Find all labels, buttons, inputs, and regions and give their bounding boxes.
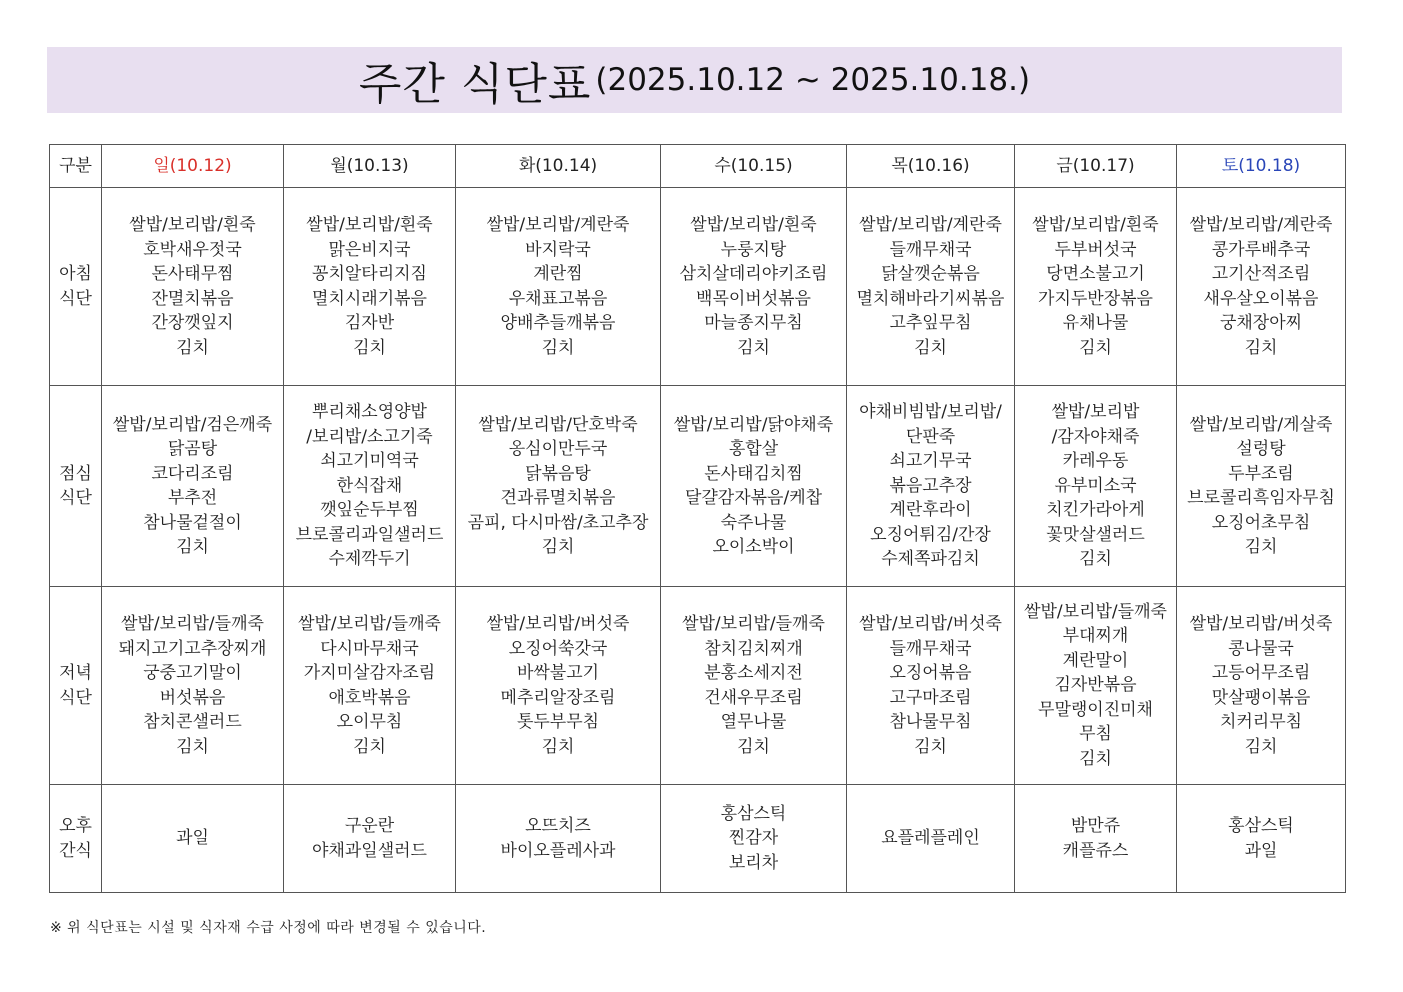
menu-item: 쌀밥/보리밥/흰죽 xyxy=(690,215,817,235)
menu-item: 한식잡채 xyxy=(336,475,403,496)
meal-label xyxy=(50,785,102,893)
menu-item: 누룽지탕 xyxy=(720,239,787,260)
day-header-wed: 수(10.15) xyxy=(661,145,847,188)
menu-item: 열무나물 xyxy=(720,712,787,732)
menu-item: 김치 xyxy=(1079,748,1112,769)
meal-row-snack xyxy=(50,785,1346,893)
menu-item: 계란말이 xyxy=(1062,650,1129,671)
menu-item: 궁채장아찌 xyxy=(1219,313,1303,333)
menu-item: 마늘종지무침 xyxy=(704,313,803,333)
menu-item: 오징어쑥갓국 xyxy=(508,638,608,659)
menu-cell-tue xyxy=(456,587,661,785)
menu-item: 바이오플레사과 xyxy=(500,840,616,861)
menu-item: 호박새우젓국 xyxy=(143,239,242,260)
day-header-thu: 목(10.16) xyxy=(847,145,1015,188)
menu-item: 구운란 xyxy=(344,816,395,836)
day-header-sun: 일(10.12) xyxy=(102,145,284,188)
menu-item: 치킨가라아게 xyxy=(1046,500,1145,521)
menu-item: 유부미소국 xyxy=(1054,475,1137,496)
date-range: (2025.10.12 ~ 2025.10.18.) xyxy=(595,62,1031,98)
menu-item: 쌀밥/보리밥/버섯죽 xyxy=(859,614,1002,634)
menu-item: 꽁치알타리지짐 xyxy=(312,264,427,284)
menu-item: 쌀밥/보리밥/계란죽 xyxy=(859,215,1002,235)
menu-cell-mon xyxy=(284,587,456,785)
meal-label xyxy=(50,188,102,386)
meal-label-line: 간식 xyxy=(59,840,92,861)
menu-item: 고기산적조림 xyxy=(1211,264,1311,284)
menu-cell-wed xyxy=(661,386,847,587)
menu-item: 견과류멸치볶음 xyxy=(500,488,616,508)
menu-item: 김치 xyxy=(737,736,770,757)
menu-item: 들깨무채국 xyxy=(889,638,972,659)
menu-item: 메추리알장조림 xyxy=(500,687,616,708)
menu-item: 캐플쥬스 xyxy=(1062,840,1129,861)
menu-item: 김치 xyxy=(737,337,770,358)
menu-item: 우채표고볶음 xyxy=(508,288,608,309)
menu-item: 쌀밥/보리밥/닭야채죽 xyxy=(673,414,834,435)
day-header-tue: 화(10.14) xyxy=(456,145,661,188)
menu-item: 김치 xyxy=(541,337,575,358)
menu-item: 밤만쥬 xyxy=(1070,816,1121,836)
menu-item: 오징어튀김/간장 xyxy=(870,524,991,545)
menu-item: 참치콘샐러드 xyxy=(143,712,242,732)
menu-item: 오이소박이 xyxy=(712,537,795,557)
menu-item: 바싹불고기 xyxy=(516,663,600,683)
menu-item: 새우살오이볶음 xyxy=(1203,288,1319,309)
menu-cell-wed xyxy=(661,587,847,785)
menu-item: 쌀밥/보리밥/흰죽 xyxy=(129,215,256,235)
menu-cell-sun xyxy=(102,785,284,893)
menu-cell-sun xyxy=(102,386,284,587)
menu-item: 궁중고기말이 xyxy=(143,663,242,683)
menu-item: 참나물겉절이 xyxy=(143,512,242,533)
menu-item: 쇠고기미역국 xyxy=(320,451,419,472)
menu-item: 쌀밥/보리밥/계란죽 xyxy=(1189,215,1333,235)
menu-item: 달걀감자볶음/케찹 xyxy=(684,488,823,508)
menu-cell-thu xyxy=(847,785,1015,893)
menu-cell-sat xyxy=(1177,785,1346,893)
menu-item: 김치 xyxy=(914,736,947,757)
menu-item: 가지두반장볶음 xyxy=(1038,288,1153,309)
menu-item: 김치 xyxy=(914,337,947,358)
menu-item: 곰피, 다시마쌈/초고추장 xyxy=(467,512,649,533)
menu-item: 깻잎순두부찜 xyxy=(320,500,419,521)
meal-label-line: 식단 xyxy=(59,288,92,309)
menu-item: 다시마무채국 xyxy=(320,638,419,659)
menu-item: 과일 xyxy=(1244,840,1278,861)
category-header: 구분 xyxy=(50,145,102,188)
menu-item: 참치김치찌개 xyxy=(704,638,803,659)
menu-item: 애호박볶음 xyxy=(328,687,411,708)
menu-item: 쇠고기무국 xyxy=(889,451,972,472)
menu-cell-sat xyxy=(1177,386,1346,587)
menu-item: 꽃맛살샐러드 xyxy=(1046,524,1145,545)
menu-item: 쌀밥/보리밥/버섯죽 xyxy=(486,614,630,634)
meal-row-lunch xyxy=(50,386,1346,587)
menu-item: 쌀밥/보리밥/들깨죽 xyxy=(682,614,825,634)
meal-label-line: 식단 xyxy=(59,687,92,708)
menu-item: 오징어볶음 xyxy=(889,663,972,683)
menu-item: 고등어무조림 xyxy=(1211,663,1311,683)
menu-item: 김치 xyxy=(353,736,386,757)
menu-cell-sat xyxy=(1177,587,1346,785)
weekly-menu-table xyxy=(49,144,1346,893)
menu-item: 김치 xyxy=(176,736,209,757)
header-row xyxy=(50,145,1346,188)
menu-item: 돼지고기고추장찌개 xyxy=(118,638,267,659)
menu-item: 홍합살 xyxy=(728,439,779,459)
menu-cell-tue xyxy=(456,188,661,386)
menu-item: 유채나물 xyxy=(1062,313,1129,333)
menu-item: 돈사태김치찜 xyxy=(704,463,803,484)
menu-item: 김치 xyxy=(541,736,575,757)
menu-item: 요플레플레인 xyxy=(881,828,980,849)
menu-item: 당면소불고기 xyxy=(1046,264,1145,284)
menu-item: 쌀밥/보리밥/흰죽 xyxy=(1032,215,1159,235)
menu-item: 쌀밥/보리밥/흰죽 xyxy=(306,215,433,235)
menu-item: 수제쪽파김치 xyxy=(881,549,980,570)
menu-item: 쌀밥/보리밥/버섯죽 xyxy=(1189,614,1333,634)
menu-cell-fri xyxy=(1015,188,1177,386)
day-header-sat: 토(10.18) xyxy=(1177,145,1346,188)
menu-item: 톳두부무침 xyxy=(516,712,600,732)
meal-row-dinner xyxy=(50,587,1346,785)
menu-item: 두부버섯국 xyxy=(1054,239,1137,260)
menu-item: 돈사태무찜 xyxy=(151,264,234,284)
menu-cell-wed xyxy=(661,188,847,386)
menu-item: 옹심이만두국 xyxy=(508,439,608,459)
meal-label-line: 식단 xyxy=(59,488,92,508)
menu-cell-wed xyxy=(661,785,847,893)
title-banner xyxy=(47,47,1342,113)
menu-cell-sun xyxy=(102,188,284,386)
meal-row-breakfast xyxy=(50,188,1346,386)
menu-item: 계란후라이 xyxy=(889,500,972,521)
menu-item: 들깨무채국 xyxy=(889,239,972,260)
menu-item: 김치 xyxy=(1079,549,1112,570)
menu-item: 콩나물국 xyxy=(1228,638,1294,659)
menu-item: 무침 xyxy=(1079,724,1112,745)
menu-cell-fri xyxy=(1015,386,1177,587)
menu-item: 닭곰탕 xyxy=(167,439,218,459)
menu-item: 김치 xyxy=(1079,337,1112,358)
day-header-fri: 금(10.17) xyxy=(1015,145,1177,188)
menu-item: 쌀밥/보리밥/게살죽 xyxy=(1189,414,1333,435)
menu-item: /보리밥/소고기죽 xyxy=(306,426,433,447)
menu-item: 보리차 xyxy=(728,852,779,873)
menu-item: 과일 xyxy=(176,828,209,849)
menu-cell-thu xyxy=(847,587,1015,785)
menu-item: 김치 xyxy=(353,337,386,358)
meal-label-line: 저녁 xyxy=(59,663,92,683)
menu-item: 치커리무침 xyxy=(1219,712,1303,732)
menu-item: 수제깍두기 xyxy=(328,549,411,570)
footnote: ※ 위 식단표는 시설 및 식자재 수급 사정에 따라 변경될 수 있습니다. xyxy=(50,920,487,936)
menu-item: 무말랭이진미채 xyxy=(1038,699,1153,720)
menu-item: 계란찜 xyxy=(533,264,583,284)
menu-item: 홍삼스틱 xyxy=(720,803,787,824)
menu-cell-sun xyxy=(102,587,284,785)
menu-cell-tue xyxy=(456,785,661,893)
menu-item: 김자반볶음 xyxy=(1054,675,1137,696)
menu-item: 가지미살감자조림 xyxy=(303,663,436,683)
menu-cell-tue xyxy=(456,386,661,587)
menu-item: 쌀밥/보리밥/들깨죽 xyxy=(1024,601,1167,622)
menu-item: 쌀밥/보리밥/계란죽 xyxy=(486,215,630,235)
menu-item: 찐감자 xyxy=(728,828,779,849)
meal-label-line: 아침 xyxy=(59,264,92,284)
meal-label xyxy=(50,386,102,587)
menu-item: 양배추들깨볶음 xyxy=(500,313,616,333)
menu-item: 쌀밥/보리밥/단호박죽 xyxy=(478,414,638,435)
menu-item: 멸치시래기볶음 xyxy=(312,288,427,309)
menu-item: 참나물무침 xyxy=(889,712,972,732)
menu-cell-mon xyxy=(284,785,456,893)
menu-item: /감자야채죽 xyxy=(1051,426,1140,447)
menu-item: 두부조림 xyxy=(1228,463,1294,484)
menu-item: 야채비빔밥/보리밥/ xyxy=(859,402,1002,423)
menu-item: 브로콜리흑임자무침 xyxy=(1187,488,1335,508)
menu-item: 쌀밥/보리밥/검은깨죽 xyxy=(112,414,273,435)
menu-item: 김치 xyxy=(541,537,575,557)
menu-cell-fri xyxy=(1015,785,1177,893)
menu-item: 김치 xyxy=(1244,337,1278,358)
menu-item: 쌀밥/보리밥/들깨죽 xyxy=(298,614,441,634)
menu-item: 야채과일샐러드 xyxy=(312,840,427,861)
menu-item: 홍삼스틱 xyxy=(1228,816,1294,836)
menu-item: 부추전 xyxy=(167,488,218,508)
menu-item: 멸치해바라기씨볶음 xyxy=(856,288,1005,309)
menu-item: 김치 xyxy=(1244,736,1278,757)
menu-item: 쌀밥/보리밥 xyxy=(1051,402,1140,423)
menu-cell-fri xyxy=(1015,587,1177,785)
menu-item: 브로콜리과일샐러드 xyxy=(295,524,444,545)
menu-item: 삼치살데리야키조림 xyxy=(679,264,828,284)
menu-item: 간장깻잎지 xyxy=(151,313,234,333)
menu-item: 단판죽 xyxy=(905,426,956,447)
menu-item: 건새우무조림 xyxy=(704,687,803,708)
menu-item: 김치 xyxy=(176,337,209,358)
menu-cell-sat xyxy=(1177,188,1346,386)
menu-cell-thu xyxy=(847,188,1015,386)
menu-item: 고구마조림 xyxy=(889,687,972,708)
menu-item: 버섯볶음 xyxy=(159,687,226,708)
menu-cell-thu xyxy=(847,386,1015,587)
menu-item: 카레우동 xyxy=(1062,451,1129,472)
menu-item: 쌀밥/보리밥/들깨죽 xyxy=(121,614,264,634)
day-header-mon: 월(10.13) xyxy=(284,145,456,188)
menu-item: 닭볶음탕 xyxy=(525,463,591,484)
menu-item: 김치 xyxy=(176,537,209,557)
menu-item: 뿌리채소영양밥 xyxy=(312,402,427,423)
menu-item: 설렁탕 xyxy=(1236,439,1286,459)
menu-item: 분홍소세지전 xyxy=(704,663,803,683)
menu-item: 김자반 xyxy=(344,313,395,333)
menu-item: 코다리조림 xyxy=(151,463,234,484)
meal-label xyxy=(50,587,102,785)
menu-cell-mon xyxy=(284,386,456,587)
menu-item: 백목이버섯볶음 xyxy=(696,288,811,309)
menu-item: 맛살팽이볶음 xyxy=(1211,687,1311,708)
menu-item: 고추잎무침 xyxy=(889,313,972,333)
menu-item: 숙주나물 xyxy=(720,512,787,533)
menu-item: 오뜨치즈 xyxy=(525,816,591,836)
meal-label-line: 점심 xyxy=(59,463,92,484)
menu-item: 잔멸치볶음 xyxy=(151,288,234,309)
menu-item: 볶음고추장 xyxy=(889,475,972,496)
menu-item: 콩가루배추국 xyxy=(1211,239,1311,260)
meal-label-line: 오후 xyxy=(59,816,92,836)
menu-cell-mon xyxy=(284,188,456,386)
menu-item: 김치 xyxy=(1244,537,1278,557)
menu-item: 오징어초무침 xyxy=(1211,512,1311,533)
menu-item: 바지락국 xyxy=(525,239,591,260)
menu-item: 부대찌개 xyxy=(1062,626,1129,647)
menu-item: 닭살깻순볶음 xyxy=(881,264,980,284)
page-title: 주간 식단표 xyxy=(358,59,592,110)
menu-item: 맑은비지국 xyxy=(328,239,411,260)
menu-item: 오이무침 xyxy=(336,712,403,732)
